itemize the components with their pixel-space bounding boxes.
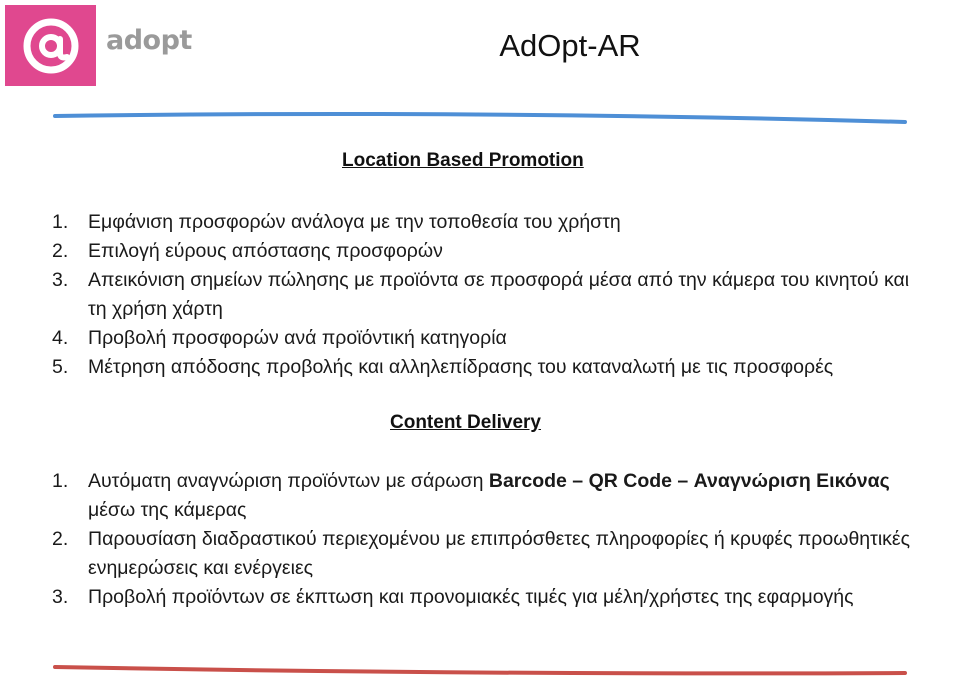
list-number: 2.	[52, 240, 69, 262]
list-text: Μέτρηση απόδοσης προβολής και αλληλεπίδρασης του καταναλωτή με τις προσφορές	[88, 356, 834, 378]
list-text: Προβολή προϊόντων σε έκπτωση και προνομιακές τιμές για μέλη/χρήστες της εφαρμογής	[88, 586, 854, 608]
list-number: 2.	[52, 528, 69, 550]
list-text: Απεικόνιση σημείων πώλησης με προϊόντα σε προσφορά μέσα από την κάμερα του κινητού και τη χρήση χάρτη	[88, 269, 910, 320]
content-feature-list	[52, 467, 932, 612]
bottom-divider	[0, 661, 960, 681]
list-text: Επιλογή εύρους απόστασης προσφορών	[88, 240, 443, 262]
list-text-end: μέσω της κάμερας	[88, 499, 247, 521]
list-number: 5.	[52, 356, 69, 378]
list-text-bold: Barcode – QR Code – Αναγνώριση Εικόνας	[488, 470, 890, 492]
list-number: 4.	[52, 327, 69, 349]
list-item	[52, 525, 932, 583]
list-item	[52, 583, 932, 612]
list-item	[52, 467, 932, 525]
section-heading-location: Location Based Promotion	[342, 150, 584, 171]
list-item	[52, 237, 932, 266]
list-item	[52, 353, 932, 382]
at-sign-icon	[20, 15, 82, 77]
list-number: 3.	[52, 269, 69, 291]
location-feature-list	[52, 208, 932, 382]
logo-wordmark: adopt	[106, 25, 192, 56]
logo-badge	[5, 5, 96, 86]
list-text: Εμφάνιση προσφορών ανάλογα με την τοποθεσία του χρήστη	[88, 211, 621, 233]
section-heading-content: Content Delivery	[390, 412, 541, 433]
list-item	[52, 208, 932, 237]
list-item	[52, 324, 932, 353]
slide-title: AdOpt-AR	[499, 28, 641, 63]
list-text: Προβολή προσφορών ανά προϊόντική κατηγορία	[88, 327, 507, 349]
list-number: 1.	[52, 211, 69, 233]
list-text: Παρουσίαση διαδραστικού περιεχομένου με επιπρόσθετες πληροφορίες ή κρυφές προωθητικές ενημερώσεις και ενέργειες	[88, 528, 911, 579]
list-text	[88, 467, 932, 525]
list-number: 3.	[52, 586, 69, 608]
list-item	[52, 266, 932, 324]
list-text-start: Αυτόματη αναγνώριση προϊόντων με σάρωση	[88, 470, 489, 492]
list-number: 1.	[52, 470, 69, 492]
top-divider	[0, 108, 960, 128]
